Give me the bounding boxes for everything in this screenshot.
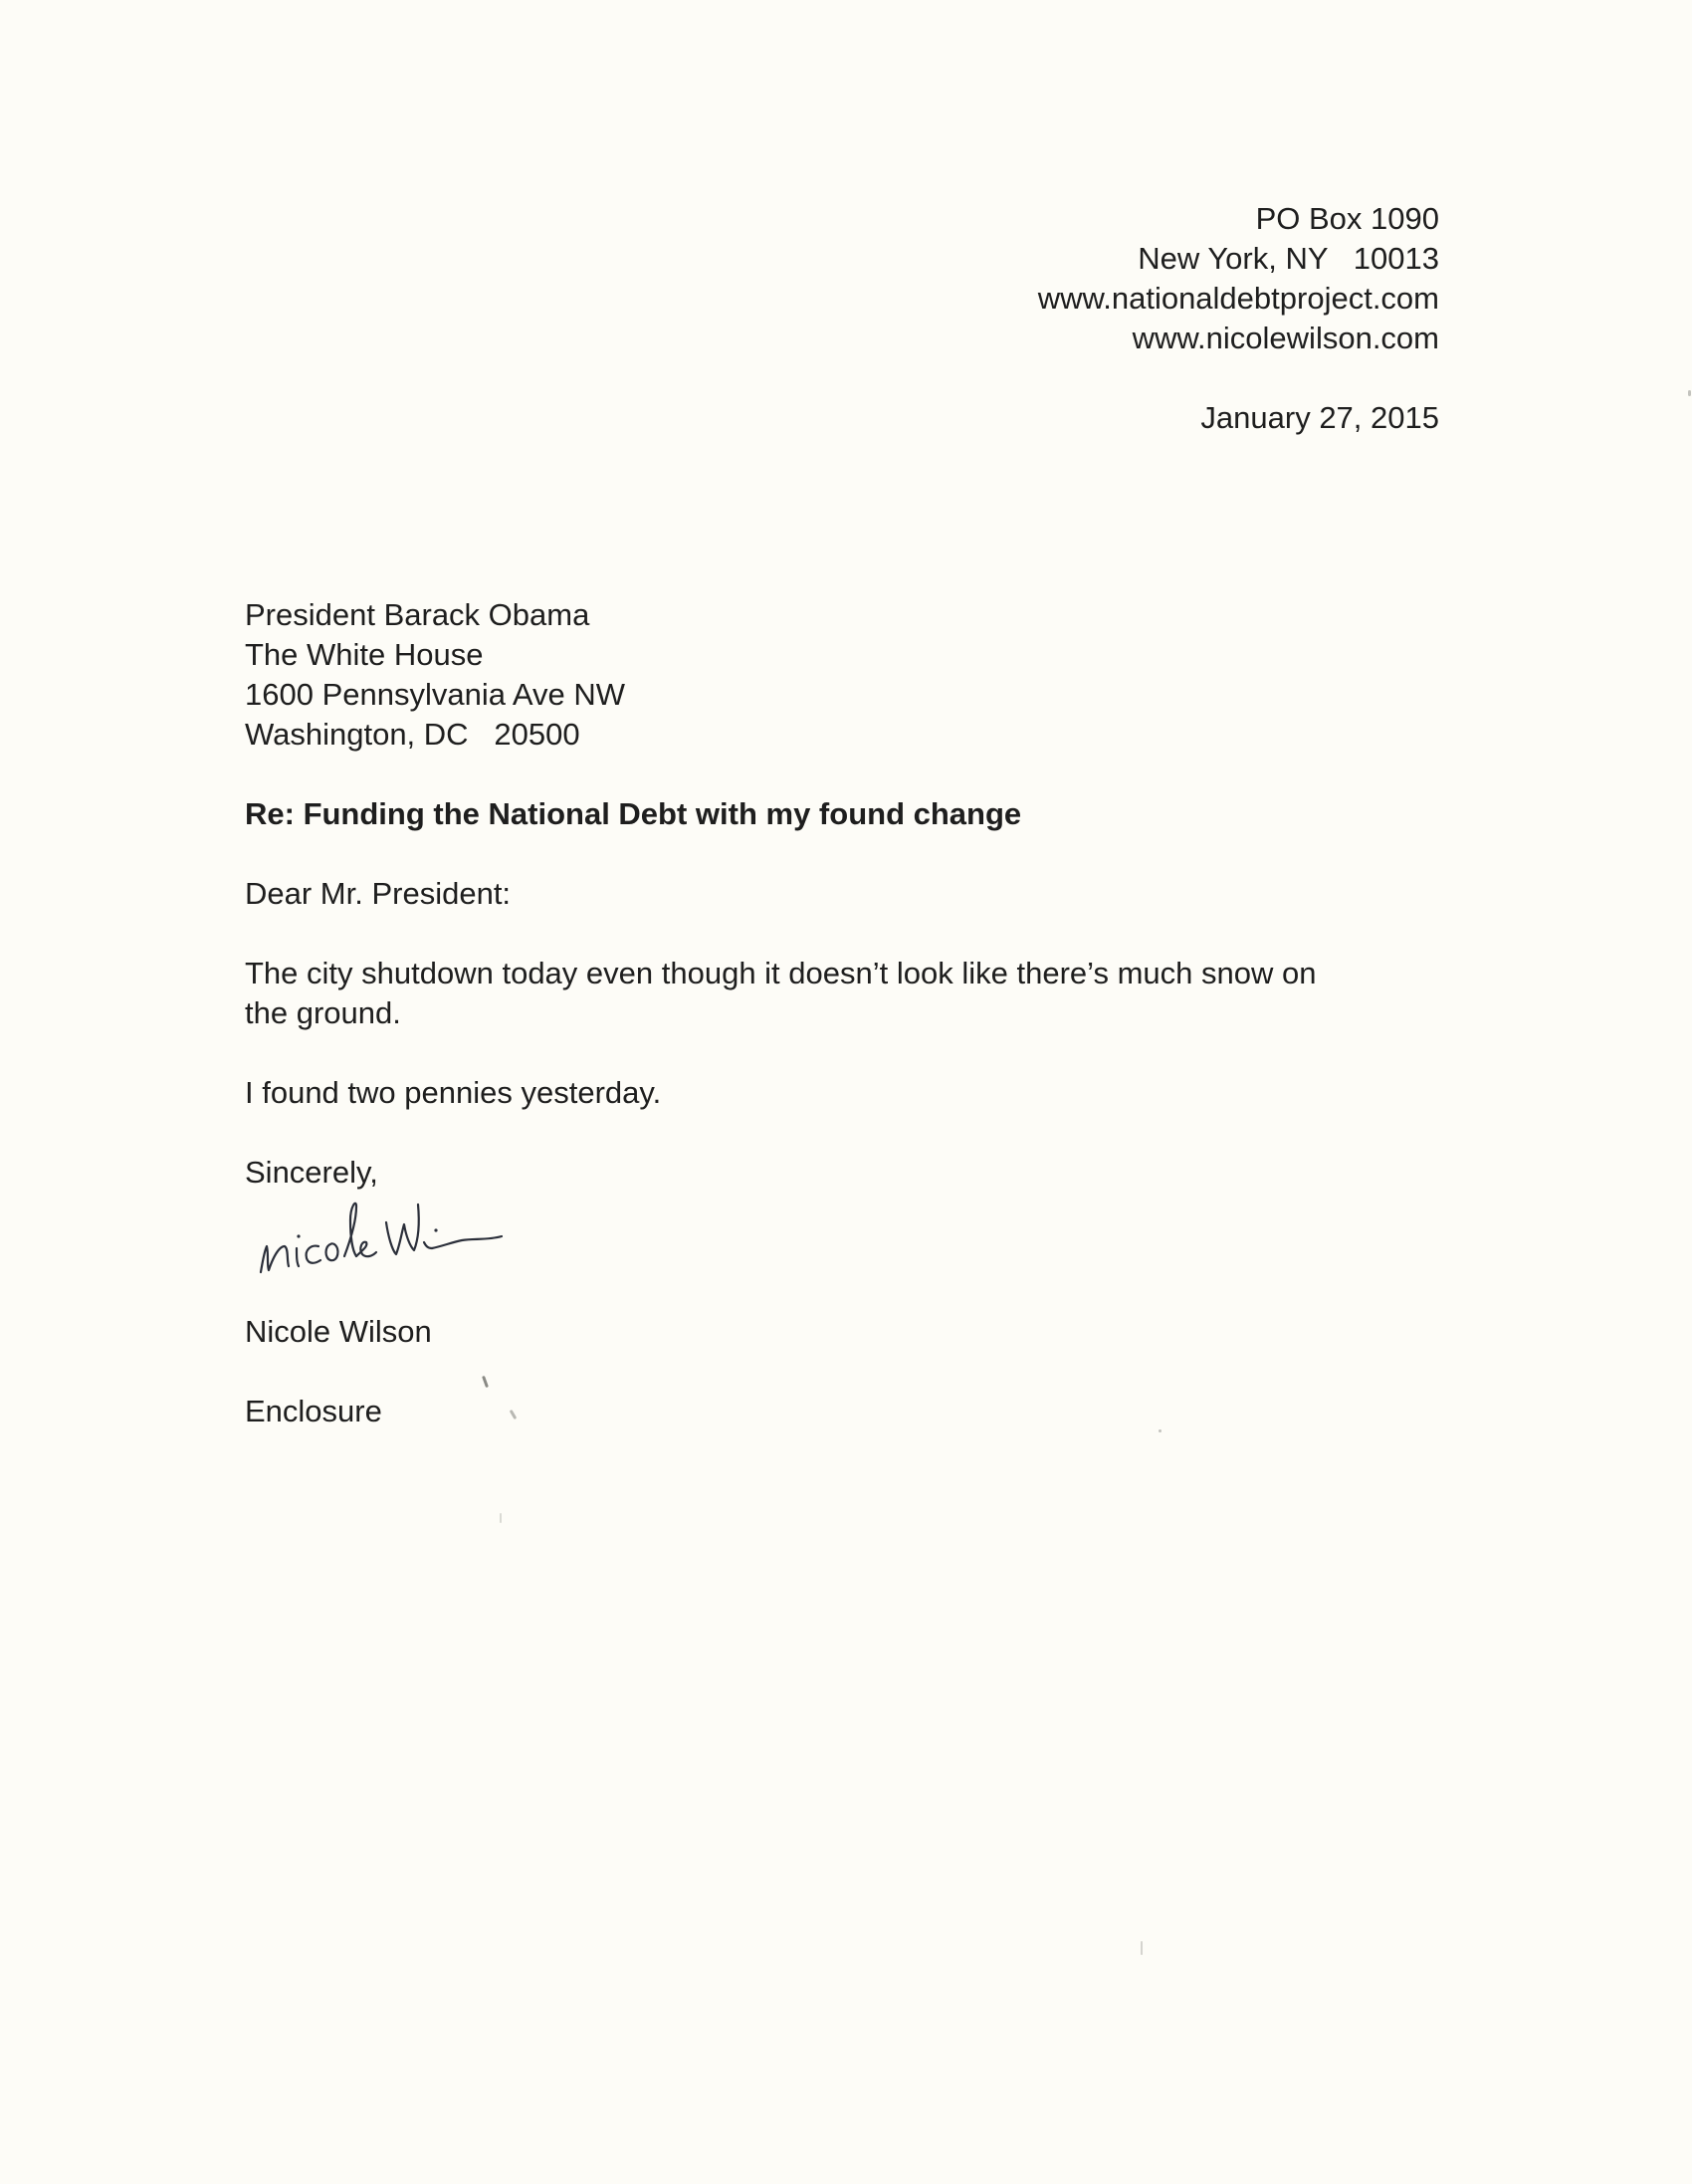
body-paragraph-line: the ground. bbox=[245, 995, 401, 1030]
letter-date: January 27, 2015 bbox=[1200, 400, 1439, 435]
paper-speck bbox=[482, 1376, 489, 1388]
sender-address-line: PO Box 1090 bbox=[1255, 201, 1439, 236]
sender-address-block bbox=[742, 199, 1439, 358]
enclosure-note: Enclosure bbox=[245, 1394, 382, 1428]
handwritten-signature bbox=[253, 1181, 611, 1290]
recipient-address-block bbox=[245, 595, 1439, 755]
recipient-line: President Barack Obama bbox=[245, 597, 590, 632]
closing: Sincerely, bbox=[245, 1155, 378, 1190]
paper-speck bbox=[500, 1513, 502, 1523]
recipient-line: Washington, DC 20500 bbox=[245, 717, 580, 752]
paper-speck bbox=[1688, 390, 1691, 396]
sender-address-line: New York, NY 10013 bbox=[1138, 241, 1439, 276]
sender-website-line: www.nicolewilson.com bbox=[1132, 321, 1439, 355]
signer-name: Nicole Wilson bbox=[245, 1314, 432, 1349]
body-paragraph: I found two pennies yesterday. bbox=[245, 1075, 662, 1110]
salutation: Dear Mr. President: bbox=[245, 876, 512, 911]
sender-website-line: www.nationaldebtproject.com bbox=[1037, 281, 1439, 316]
body-paragraph bbox=[245, 954, 1419, 1033]
paper-speck bbox=[1141, 1941, 1143, 1955]
recipient-line: 1600 Pennsylvania Ave NW bbox=[245, 677, 625, 712]
recipient-line: The White House bbox=[245, 637, 484, 672]
subject-line: Re: Funding the National Debt with my found change bbox=[245, 796, 1022, 831]
paper-speck bbox=[1159, 1429, 1162, 1432]
body-paragraph-line: The city shutdown today even though it doesn’t look like there’s much snow on bbox=[245, 956, 1317, 990]
